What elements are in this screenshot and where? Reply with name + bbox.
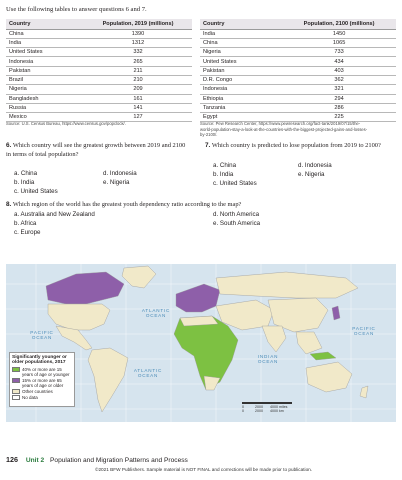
- country-cell: United States: [200, 57, 282, 66]
- legend-label: 40% or more are 15 years of age or younger: [22, 366, 70, 377]
- table-row: [6, 48, 192, 57]
- page-number: 126: [6, 455, 18, 464]
- legend-title: Significantly younger or older populations, 2017: [12, 355, 67, 366]
- question-text: Which region of the world has the greatest youth dependency ratio according to the map?: [12, 201, 242, 208]
- india-shape: [262, 326, 286, 352]
- population-cell: 127: [84, 113, 192, 122]
- population-cell: 141: [84, 103, 192, 112]
- country-cell: Nigeria: [200, 48, 282, 57]
- table-row: [200, 94, 396, 103]
- country-cell: Pakistan: [6, 66, 84, 75]
- country-cell: Bangladesh: [6, 94, 84, 103]
- answer-option[interactable]: e. South America: [213, 220, 261, 227]
- legend-swatch: [12, 395, 20, 400]
- population-2019-table: [6, 19, 192, 122]
- canada-shape: [46, 272, 124, 304]
- europe-shape: [176, 284, 220, 312]
- scale-label: 4000 km: [270, 408, 284, 413]
- population-cell: 1312: [84, 38, 192, 47]
- southern-africa-shape: [204, 376, 220, 390]
- table-row: [6, 57, 192, 66]
- table-row: [6, 75, 192, 84]
- unit-title: Population and Migration Patterns and Process: [50, 457, 188, 464]
- ocean-label: ATLANTIC OCEAN: [141, 308, 171, 319]
- table-row: [6, 103, 192, 112]
- legend-item: [12, 367, 72, 377]
- header-population: Population, 2019 (millions): [84, 19, 192, 29]
- answer-option[interactable]: a. China: [14, 170, 38, 177]
- ocean-label: PACIFIC OCEAN: [30, 330, 54, 341]
- table-row: [200, 29, 396, 38]
- question-number: 6.: [6, 142, 12, 149]
- header-country: Country: [6, 19, 84, 29]
- ocean-label: ATLANTIC OCEAN: [133, 368, 163, 379]
- population-cell: 362: [282, 75, 396, 84]
- population-cell: 211: [84, 66, 192, 75]
- table-row: [6, 85, 192, 94]
- table-source: Source: Pew Research Center, https://www.pewresearch.org/fact-tank/2019/07/15/the-world-population-stay-a-look-at-the-countries-with-the-biggest-projected-gains-and-losses-by-2100/.: [200, 121, 368, 137]
- country-cell: India: [200, 29, 282, 38]
- legend-item: [12, 395, 72, 400]
- country-cell: Pakistan: [200, 66, 282, 75]
- legend-label: Other countries: [22, 388, 53, 394]
- pacific-islands-shape: [310, 352, 336, 360]
- map-scale: [242, 402, 302, 413]
- population-cell: 209: [84, 85, 192, 94]
- country-cell: Indonesia: [6, 57, 84, 66]
- answer-option[interactable]: c. United States: [14, 188, 58, 195]
- answer-option[interactable]: b. Africa: [14, 220, 37, 227]
- copyright-notice: ©2021 BFW Publishers. Sample material is NOT FINAL and corrections will be made prior to publication.: [95, 467, 313, 472]
- russia-shape: [216, 272, 358, 298]
- country-cell: Tanzania: [200, 103, 282, 112]
- country-cell: Indonesia: [200, 85, 282, 94]
- population-cell: 1065: [282, 38, 396, 47]
- population-2100-table: [200, 19, 396, 122]
- country-cell: China: [200, 38, 282, 47]
- scale-label: 2000: [255, 404, 263, 409]
- scale-label: 2000: [255, 408, 263, 413]
- table-row: [200, 85, 396, 94]
- table-row: [6, 38, 192, 47]
- question-6: [6, 142, 190, 159]
- population-cell: 1390: [84, 29, 192, 38]
- greenland-shape: [122, 266, 156, 288]
- answer-option[interactable]: b. India: [14, 179, 35, 186]
- country-cell: Mexico: [6, 113, 84, 122]
- question-7: [205, 142, 395, 151]
- population-cell: 286: [282, 103, 396, 112]
- japan-shape: [332, 306, 340, 320]
- ocean-label: PACIFIC OCEAN: [352, 326, 376, 337]
- population-cell: 403: [282, 66, 396, 75]
- table-row: [200, 66, 396, 75]
- question-text: Which country is predicted to lose population from 2019 to 2100?: [211, 142, 381, 149]
- legend-swatch: [12, 378, 20, 383]
- page-footer: [6, 455, 188, 464]
- answer-option[interactable]: b. India: [213, 171, 234, 178]
- legend-item: [12, 378, 72, 388]
- legend-swatch: [12, 367, 20, 372]
- header-population: Population, 2100 (millions): [282, 19, 396, 29]
- legend-label: No data: [22, 394, 38, 400]
- population-cell: 321: [282, 85, 396, 94]
- question-number: 8.: [6, 201, 12, 208]
- new-zealand-shape: [360, 386, 368, 398]
- question-number: 7.: [205, 142, 211, 149]
- population-cell: 294: [282, 94, 396, 103]
- country-cell: United States: [6, 48, 84, 57]
- table-row: [6, 66, 192, 75]
- answer-option[interactable]: d. Indonesia: [298, 162, 332, 169]
- country-cell: Brazil: [6, 75, 84, 84]
- answer-option[interactable]: d. North America: [213, 211, 260, 218]
- population-cell: 434: [282, 57, 396, 66]
- australia-shape: [306, 362, 352, 392]
- population-cell: 225: [282, 113, 396, 122]
- country-cell: China: [6, 29, 84, 38]
- answer-option[interactable]: d. Indonesia: [103, 170, 137, 177]
- table-row: [200, 57, 396, 66]
- population-cell: 733: [282, 48, 396, 57]
- table-row: [200, 48, 396, 57]
- unit-label: Unit 2: [25, 457, 45, 464]
- answer-option[interactable]: a. Australia and New Zealand: [14, 211, 95, 218]
- answer-option[interactable]: e. Nigeria: [298, 171, 325, 178]
- south-america-shape: [88, 348, 128, 412]
- population-cell: 332: [84, 48, 192, 57]
- country-cell: Nigeria: [6, 85, 84, 94]
- answer-option[interactable]: e. Nigeria: [103, 179, 130, 186]
- table-row: [200, 75, 396, 84]
- table-source: Source: U.S. Census Bureau, https://www.census.gov/popclock/.: [6, 121, 126, 126]
- table-row: [6, 29, 192, 38]
- header-country: Country: [200, 19, 282, 29]
- southeast-asia-shape: [296, 332, 322, 354]
- country-cell: D.R. Congo: [200, 75, 282, 84]
- country-cell: India: [6, 38, 84, 47]
- table-row: [200, 103, 396, 112]
- ocean-label: INDIAN OCEAN: [257, 354, 279, 365]
- scale-label: 0: [242, 408, 244, 413]
- instructions: Use the following tables to answer questions 6 and 7.: [6, 6, 147, 13]
- answer-option[interactable]: a. China: [213, 162, 237, 169]
- answer-option[interactable]: c. Europe: [14, 229, 41, 236]
- table-row: [6, 94, 192, 103]
- north-africa-shape: [180, 316, 218, 326]
- country-cell: Egypt: [200, 113, 282, 122]
- legend-swatch: [12, 389, 20, 394]
- population-cell: 265: [84, 57, 192, 66]
- scale-label: 0: [242, 404, 244, 409]
- answer-option[interactable]: c. United States: [213, 180, 257, 187]
- legend-item: [12, 389, 72, 394]
- population-cell: 161: [84, 94, 192, 103]
- question-8: [6, 201, 396, 210]
- population-cell: 1450: [282, 29, 396, 38]
- table-row: [200, 38, 396, 47]
- question-text: Which country will see the greatest growth between 2019 and 2100 in terms of total population?: [6, 142, 186, 158]
- country-cell: Russia: [6, 103, 84, 112]
- scale-label: 4000 miles: [270, 404, 288, 409]
- population-cell: 210: [84, 75, 192, 84]
- map-legend: [9, 352, 75, 407]
- country-cell: Ethiopia: [200, 94, 282, 103]
- legend-label: 15% or more are 65 years of age or older: [22, 377, 64, 388]
